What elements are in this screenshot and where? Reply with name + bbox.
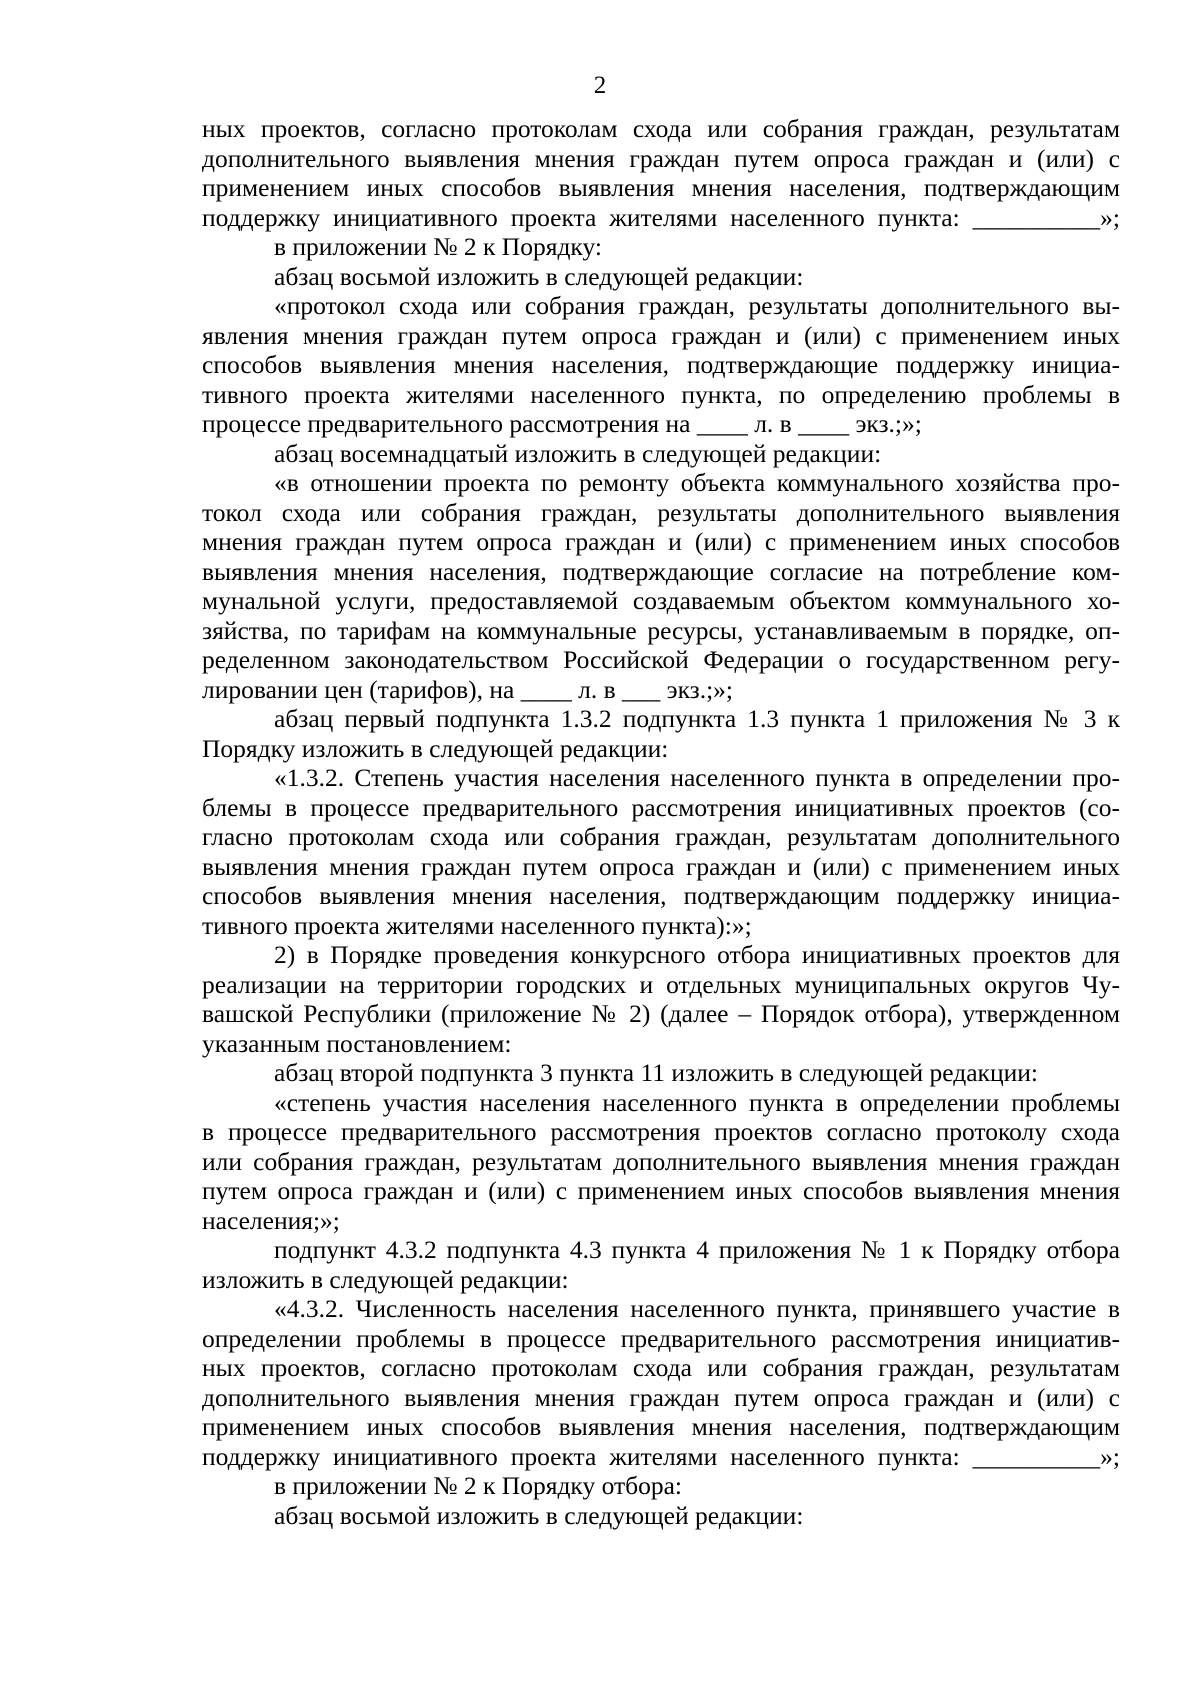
text-line: реализации на территории городских и отдельных муниципальных округов Чу- <box>202 969 1120 999</box>
text-line: вашской Республики (приложение № 2) (далее – Порядок отбора), утвержденном <box>202 999 1120 1028</box>
text-line: тивного проекта жителями населенного пункта):»; <box>202 910 752 940</box>
text-line: токол схода или собрания граждан, результаты дополнительного выявления <box>202 497 1120 527</box>
text-line: выявления мнения населения, подтверждающие согласие на потребление ком- <box>202 556 1120 586</box>
text-line: «протокол схода или собрания граждан, результаты дополнительного вы- <box>274 291 1120 320</box>
text-line: абзац восьмой изложить в следующей редакции: <box>274 261 804 291</box>
page-number: 2 <box>593 72 607 99</box>
text-line: блемы в процессе предварительного рассмотрения инициативных проектов (со- <box>202 792 1120 822</box>
text-line: дополнительного выявления мнения граждан путем опроса граждан и (или) с <box>202 1382 1120 1412</box>
text-line: выявления мнения граждан путем опроса граждан и (или) с применением иных <box>202 851 1120 881</box>
document-body <box>202 114 1120 1530</box>
text-line: «в отношении проекта по ремонту объекта коммунального хозяйства про- <box>274 468 1120 497</box>
text-line: гласно протоколам схода или собрания граждан, результатам дополнительного <box>202 822 1120 851</box>
text-line: лировании цен (тарифов), на ____ л. в ___ экз.;»; <box>202 674 734 704</box>
text-line: Порядку изложить в следующей редакции: <box>202 733 669 763</box>
text-line: изложить в следующей редакции: <box>202 1264 569 1294</box>
text-line: 2) в Порядке проведения конкурсного отбора инициативных проектов для <box>274 940 1120 969</box>
text-line: в приложении № 2 к Порядку отбора: <box>274 1471 683 1500</box>
text-line: способов выявления мнения населения, подтверждающие поддержку инициа- <box>202 350 1120 379</box>
text-line: мнения граждан путем опроса граждан и (или) с применением иных способов <box>202 527 1120 556</box>
text-line: ных проектов, согласно протоколам схода или собрания граждан, результатам <box>202 114 1120 143</box>
text-line: или собрания граждан, результатам дополнительного выявления мнения граждан <box>202 1146 1120 1176</box>
text-line: абзац восемнадцатый изложить в следующей редакции: <box>274 438 882 468</box>
text-line: процессе предварительного рассмотрения на ____ л. в ____ экз.;»; <box>202 409 922 438</box>
text-line: подпункт 4.3.2 подпункта 4.3 пункта 4 приложения № 1 к Порядку отбора <box>274 1235 1120 1264</box>
text-line: поддержку инициативного проекта жителями населенного пункта: __________»; <box>202 202 1120 232</box>
text-line: поддержку инициативного проекта жителями населенного пункта: __________»; <box>202 1441 1120 1471</box>
text-line: определении проблемы в процессе предварительного рассмотрения инициатив- <box>202 1323 1120 1353</box>
text-line: ределенном законодательством Российской Федерации о государственном регу- <box>202 645 1120 674</box>
text-line: «1.3.2. Степень участия населения населенного пункта в определении про- <box>274 763 1120 792</box>
text-line: указанным постановлением: <box>202 1028 512 1058</box>
text-line: ных проектов, согласно протоколам схода или собрания граждан, результатам <box>202 1353 1120 1382</box>
text-line: применением иных способов выявления мнения населения, подтверждающим <box>202 1412 1120 1441</box>
text-line: населения;»; <box>202 1205 340 1235</box>
text-line: зяйства, по тарифам на коммунальные ресурсы, устанавливаемым в порядке, оп- <box>202 615 1120 645</box>
text-line: применением иных способов выявления мнения населения, подтверждающим <box>202 173 1120 202</box>
text-line: дополнительного выявления мнения граждан путем опроса граждан и (или) с <box>202 143 1120 173</box>
text-line: абзац первый подпункта 1.3.2 подпункта 1.3 пункта 1 приложения № 3 к <box>274 704 1120 733</box>
text-line: «степень участия населения населенного пункта в определении проблемы <box>274 1087 1120 1117</box>
text-line: явления мнения граждан путем опроса граждан и (или) с применением иных <box>202 320 1120 350</box>
text-line: путем опроса граждан и (или) с применением иных способов выявления мнения <box>202 1176 1120 1205</box>
text-line: в процессе предварительного рассмотрения проектов согласно протоколу схода <box>202 1117 1120 1146</box>
text-line: способов выявления мнения населения, подтверждающим поддержку инициа- <box>202 881 1120 910</box>
text-line: мунальной услуги, предоставляемой создаваемым объектом коммунального хо- <box>202 586 1120 615</box>
text-line: «4.3.2. Численность населения населенного пункта, принявшего участие в <box>274 1294 1120 1323</box>
text-line: абзац второй подпункта 3 пункта 11 изложить в следующей редакции: <box>274 1058 1038 1087</box>
text-line: в приложении № 2 к Порядку: <box>274 232 602 261</box>
text-line: тивного проекта жителями населенного пункта, по определению проблемы в <box>202 379 1120 409</box>
text-line: абзац восьмой изложить в следующей редакции: <box>274 1500 804 1530</box>
